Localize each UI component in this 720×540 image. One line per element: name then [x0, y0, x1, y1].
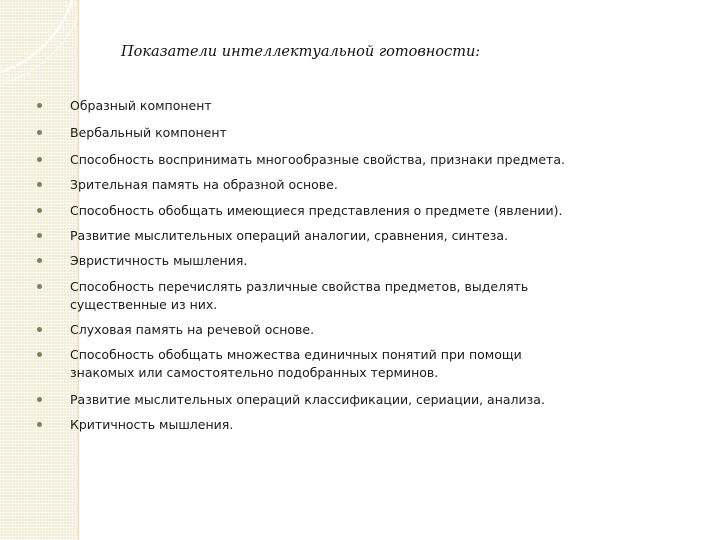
bullet-dot-icon [37, 352, 42, 357]
list-item [70, 346, 610, 382]
bullet-dot-icon [37, 422, 42, 427]
list-item-text: Способность обобщать имеющиеся представления о предмете (явлении). [70, 203, 563, 218]
bullet-dot-icon [37, 284, 42, 289]
list-item-text-continued: существенные из них. [70, 297, 218, 312]
list-item [70, 321, 610, 339]
list-item-text: Способность обобщать множества единичных понятий при помощи [70, 347, 522, 362]
list-item [70, 278, 610, 314]
bullet-dot-icon [37, 397, 42, 402]
list-item [70, 252, 610, 270]
list-item [70, 97, 610, 115]
list-item-text: Развитие мыслительных операций аналогии, сравнения, синтеза. [70, 228, 509, 243]
list-item [70, 124, 610, 142]
list-item [70, 176, 610, 194]
slide-title: Показатели интеллектуальной готовности: [121, 44, 481, 60]
list-item [70, 202, 610, 220]
list-item [70, 151, 610, 169]
list-item-text: Способность воспринимать многообразные свойства, признаки предмета. [70, 152, 565, 167]
bullet-dot-icon [37, 103, 42, 108]
decorative-side-strip [0, 0, 78, 540]
list-item-text: Зрительная память на образной основе. [70, 177, 338, 192]
list-item-text: Образный компонент [70, 98, 212, 113]
bullet-dot-icon [37, 182, 42, 187]
list-item-text: Способность перечислять различные свойства предметов, выделять [70, 279, 529, 294]
bullet-dot-icon [37, 233, 42, 238]
bullet-dot-icon [37, 208, 42, 213]
list-item [70, 391, 610, 409]
list-item-text: Вербальный компонент [70, 125, 227, 140]
list-item [70, 227, 610, 245]
list-item-text: Слуховая память на речевой основе. [70, 322, 315, 337]
bullet-dot-icon [37, 327, 42, 332]
side-strip-edge [78, 0, 79, 540]
bullet-dot-icon [37, 130, 42, 135]
list-item [70, 416, 610, 434]
list-item-text: Критичность мышления. [70, 417, 234, 432]
bullet-dot-icon [37, 157, 42, 162]
bullet-dot-icon [37, 258, 42, 263]
decorative-arc [0, 0, 87, 92]
list-item-text-continued: знакомых или самостоятельно подобранных терминов. [70, 365, 439, 380]
list-item-text: Развитие мыслительных операций классификации, сериации, анализа. [70, 392, 545, 407]
list-item-text: Эвристичность мышления. [70, 253, 248, 268]
